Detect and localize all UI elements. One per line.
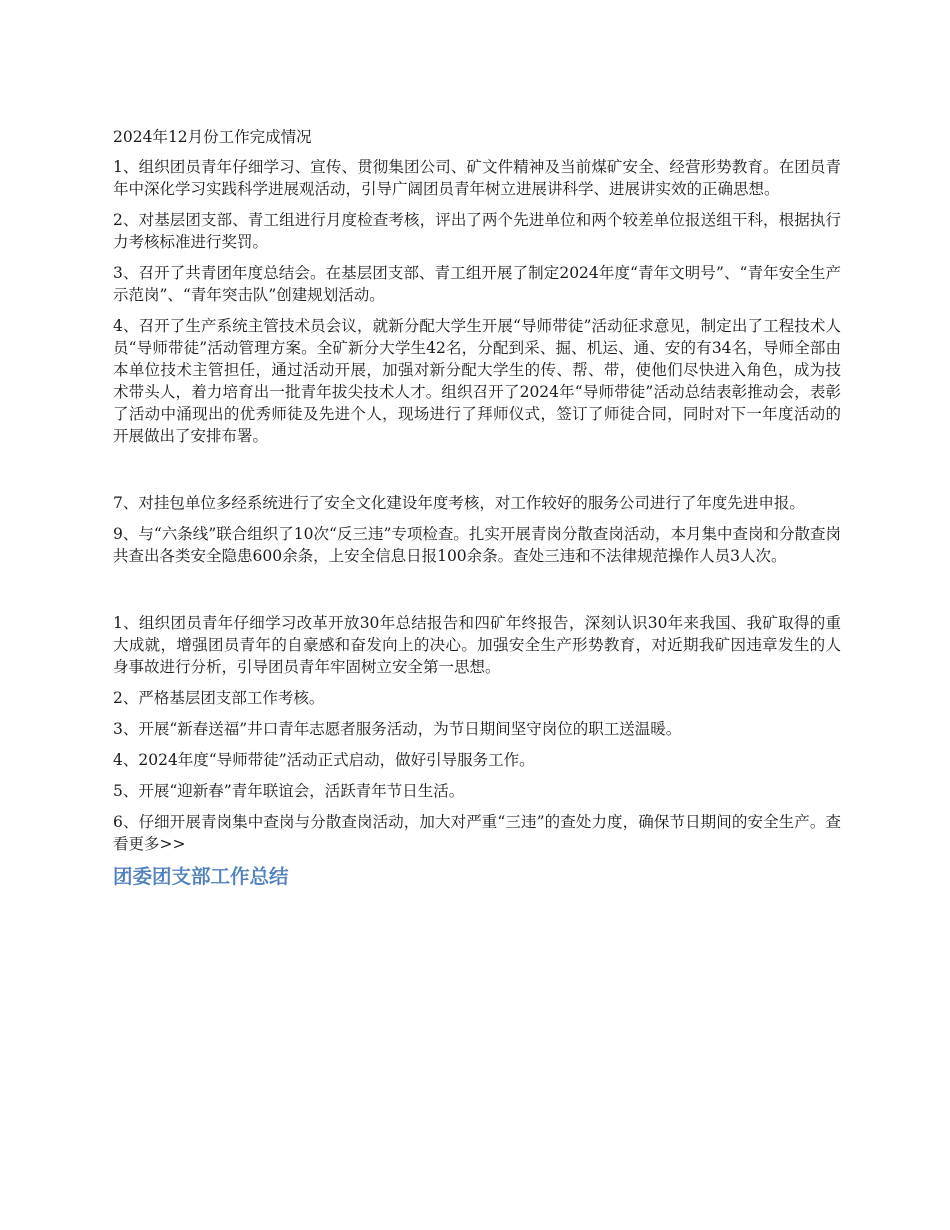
paragraph: 2、严格基层团支部工作考核。	[113, 689, 325, 707]
paragraph: 3、召开了共青团年度总结会。在基层团支部、青工组开展了制定2024年度“青年文明号”、“青年安全生产示范岗”、“青年突击队”创建规划活动。	[113, 264, 841, 304]
paragraph: 1、组织团员青年仔细学习改革开放30年总结报告和四矿年终报告，深刻认识30年来我国、我矿取得的重大成就，增强团员青年的自豪感和奋发向上的决心。加强安全生产形势教育，对近期我矿因违章发生的人身事故进行分析，引导团员青年牢固树立安全第一思想。	[113, 614, 841, 676]
paragraph-with-link	[113, 811, 841, 855]
blank-spacer	[113, 456, 841, 492]
paragraph: 2、对基层团支部、青工组进行月度检查考核，评出了两个先进单位和两个较差单位报送组干科，根据执行力考核标准进行奖罚。	[113, 211, 841, 251]
paragraph-text: 6、仔细开展青岗集中查岗与分散查岗活动，加大对严重“三违”的查处力度，确保节日期间的安全生产。	[113, 813, 826, 831]
paragraph: 4、召开了生产系统主管技术员会议，就新分配大学生开展“导师带徒”活动征求意见，制定出了工程技术人员“导师带徒”活动管理方案。全矿新分大学生42名，分配到采、掘、机运、通、安的有34名，导师全部由本单位技术主管担任，通过活动开展，加强对新分配大学生的传、帮、带，使他们尽快进入角色，成为技术带头人，着力培育出一批青年拔尖技术人才。组织召开了2024年“导师带徒”活动总结表彰推动会，表彰了活动中涌现出的优秀师徒及先进个人，现场进行了拜师仪式，签订了师徒合同，同时对下一年度活动的开展做出了安排布署。	[113, 317, 841, 445]
section-heading: 团委团支部工作总结	[113, 865, 289, 888]
document-page	[113, 126, 841, 890]
view-more-link[interactable]: 查看更多>>	[113, 813, 841, 853]
paragraph: 3、开展“新春送福”井口青年志愿者服务活动，为节日期间坚守岗位的职工送温暖。	[113, 720, 682, 738]
blank-spacer	[113, 576, 841, 612]
paragraph: 9、与“六条线”联合组织了10次“反三违”专项检查。扎实开展青岗分散查岗活动，本月集中查岗和分散查岗共查出各类安全隐患600余条，上安全信息日报100余条。查处三违和不法律规范操作人员3人次。	[113, 525, 841, 565]
paragraph: 5、开展“迎新春”青年联谊会，活跃青年节日生活。	[113, 782, 465, 800]
paragraph: 4、2024年度“导师带徒”活动正式启动，做好引导服务工作。	[113, 751, 535, 769]
paragraph: 1、组织团员青年仔细学习、宣传、贯彻集团公司、矿文件精神及当前煤矿安全、经营形势教育。在团员青年中深化学习实践科学进展观活动，引导广阔团员青年树立进展讲科学、进展讲实效的正确思想。	[113, 158, 841, 198]
document-title: 2024年12月份工作完成情况	[113, 128, 312, 146]
paragraph: 7、对挂包单位多经系统进行了安全文化建设年度考核，对工作较好的服务公司进行了年度先进申报。	[113, 494, 805, 512]
